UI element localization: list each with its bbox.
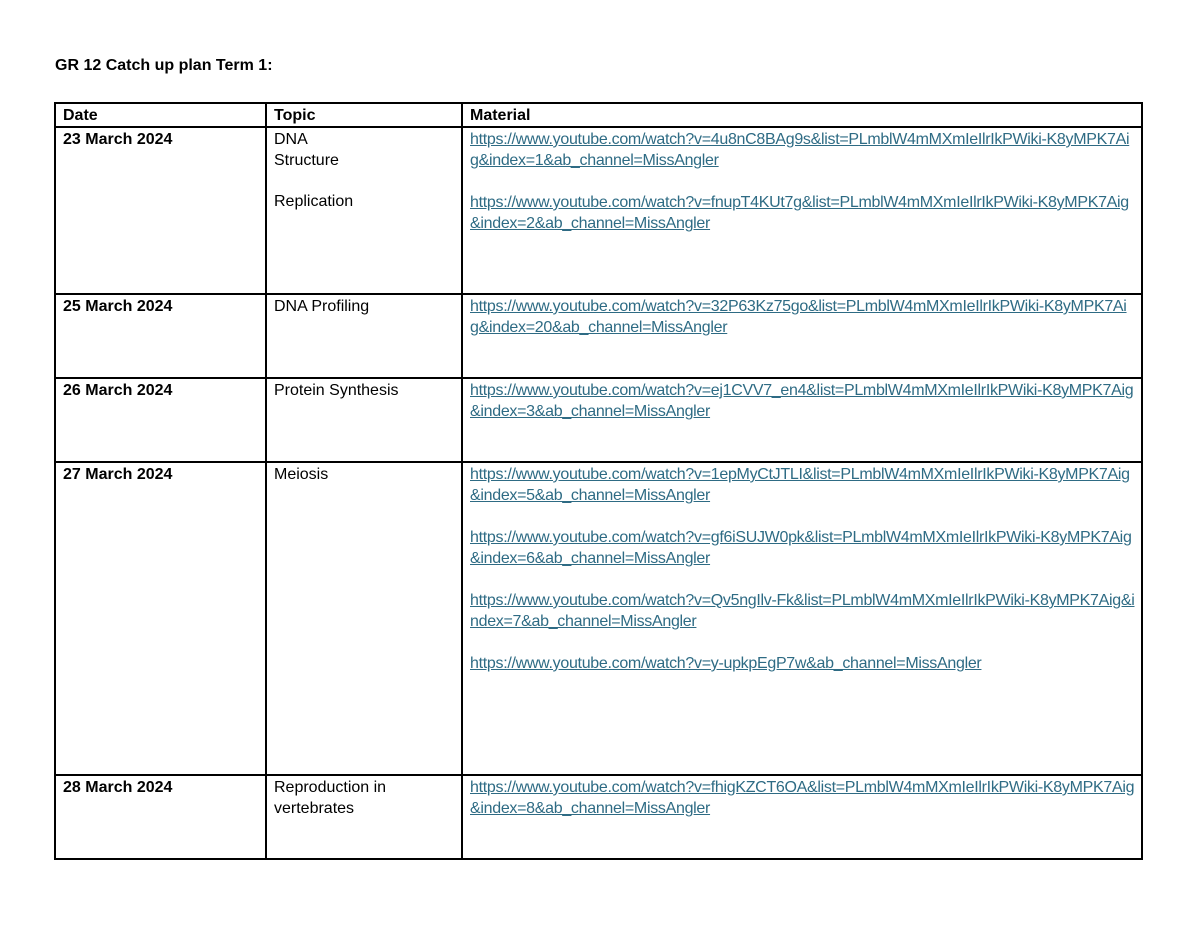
table-row [55, 127, 1142, 294]
material-cell [462, 127, 1142, 294]
topic-cell [266, 775, 462, 859]
table-row [55, 294, 1142, 378]
video-link[interactable]: https://www.youtube.com/watch?v=y-upkpEgP7w&ab_channel=MissAngler [470, 655, 982, 672]
table-row [55, 462, 1142, 775]
date-cell: 26 March 2024 [55, 378, 266, 462]
header-material: Material [462, 103, 1142, 127]
topic-cell [266, 294, 462, 378]
video-link[interactable]: https://www.youtube.com/watch?v=ej1CVV7_en4&list=PLmblW4mMXmIeIlrIkPWiki-K8yMPK7Aig&index=3&ab_channel=MissAngler [470, 382, 1134, 420]
material-cell [462, 294, 1142, 378]
topic-text: Meiosis [274, 466, 329, 483]
date-cell: 25 March 2024 [55, 294, 266, 378]
table-header-row [55, 103, 1142, 127]
table-row [55, 378, 1142, 462]
topic-text: Protein Synthesis [274, 382, 399, 399]
topic-cell [266, 462, 462, 775]
topic-cell [266, 127, 462, 294]
document-title: GR 12 Catch up plan Term 1: [55, 57, 273, 74]
table-row [55, 775, 1142, 859]
material-cell [462, 462, 1142, 775]
date-cell: 28 March 2024 [55, 775, 266, 859]
video-link[interactable]: https://www.youtube.com/watch?v=fnupT4KUt7g&list=PLmblW4mMXmIeIlrIkPWiki-K8yMPK7Aig&index=2&ab_channel=MissAngler [470, 194, 1129, 232]
video-link[interactable]: https://www.youtube.com/watch?v=gf6iSUJW0pk&list=PLmblW4mMXmIeIlrIkPWiki-K8yMPK7Aig&index=6&ab_channel=MissAngler [470, 529, 1132, 567]
material-cell [462, 378, 1142, 462]
topic-spacer [274, 171, 455, 191]
topic-text: Replication [274, 193, 354, 210]
header-topic: Topic [266, 103, 462, 127]
topic-text: Structure [274, 152, 339, 169]
topic-text: vertebrates [274, 800, 355, 817]
date-cell: 23 March 2024 [55, 127, 266, 294]
topic-text: Reproduction in [274, 779, 387, 796]
date-cell: 27 March 2024 [55, 462, 266, 775]
topic-cell [266, 378, 462, 462]
video-link[interactable]: https://www.youtube.com/watch?v=1epMyCtJTLI&list=PLmblW4mMXmIeIlrIkPWiki-K8yMPK7Aig&index=5&ab_channel=MissAngler [470, 466, 1130, 504]
catch-up-plan-table [54, 102, 1143, 860]
video-link[interactable]: https://www.youtube.com/watch?v=fhigKZCT6OA&list=PLmblW4mMXmIeIlrIkPWiki-K8yMPK7Aig&index=8&ab_channel=MissAngler [470, 779, 1135, 817]
topic-text: DNA [274, 131, 308, 148]
topic-text: DNA Profiling [274, 298, 370, 315]
video-link[interactable]: https://www.youtube.com/watch?v=4u8nC8BAg9s&list=PLmblW4mMXmIeIlrIkPWiki-K8yMPK7Aig&index=1&ab_channel=MissAngler [470, 131, 1130, 169]
video-link[interactable]: https://www.youtube.com/watch?v=Qv5ngIlv-Fk&list=PLmblW4mMXmIeIlrIkPWiki-K8yMPK7Aig&index=7&ab_channel=MissAngler [470, 592, 1135, 630]
material-cell [462, 775, 1142, 859]
header-date: Date [55, 103, 266, 127]
video-link[interactable]: https://www.youtube.com/watch?v=32P63Kz75go&list=PLmblW4mMXmIeIlrIkPWiki-K8yMPK7Aig&index=20&ab_channel=MissAngler [470, 298, 1127, 336]
